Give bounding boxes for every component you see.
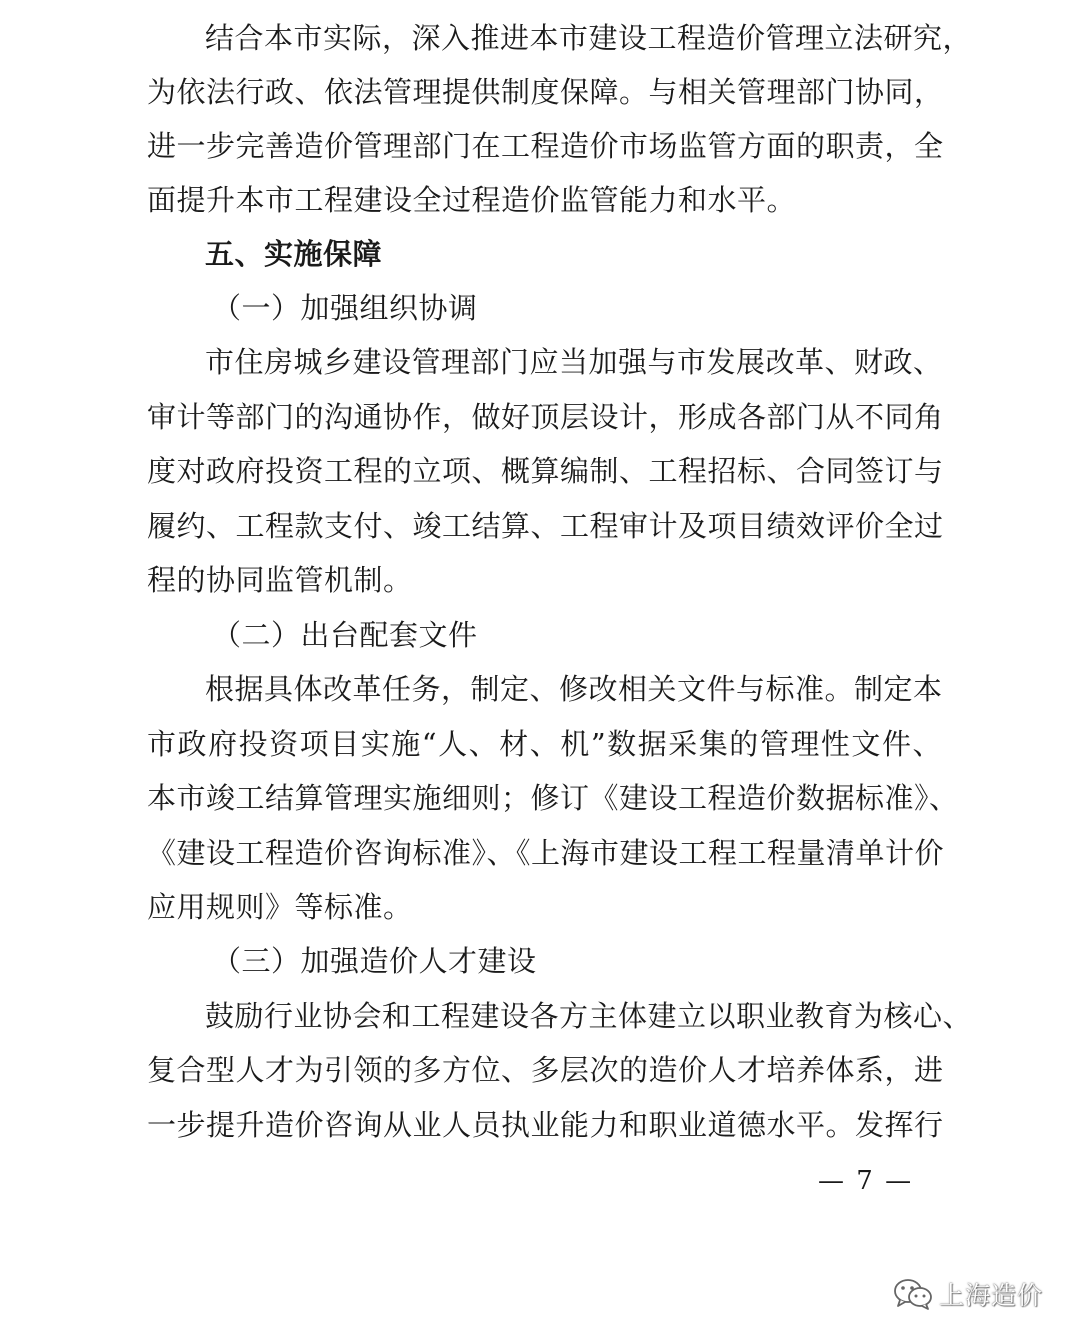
paragraph-line: 一步提升造价咨询从业人员执业能力和职业道德水平。发挥行 (147, 1108, 944, 1142)
wechat-icon (893, 1277, 933, 1311)
paragraph-line: 《建设工程造价咨询标准》、《上海市建设工程工程量清单计价 (147, 836, 945, 870)
paragraph-line: 市政府投资项目实施“人、材、机”数据采集的管理性文件、 (147, 727, 942, 761)
paragraph-line: 复合型人才为引领的多方位、多层次的造价人才培养体系，进 (147, 1053, 944, 1087)
paragraph-line: 履约、工程款支付、竣工结算、工程审计及项目绩效评价全过 (147, 509, 944, 543)
subsection-heading: （一）加强组织协调 (212, 291, 478, 325)
paragraph-line: 鼓励行业协会和工程建设各方主体建立以职业教育为核心、 (205, 999, 973, 1033)
paragraph-line: 程的协同监管机制。 (147, 563, 413, 597)
page-number: — 7 — (818, 1166, 914, 1196)
wechat-watermark (893, 1274, 1043, 1314)
paragraph-line: 市住房城乡建设管理部门应当加强与市发展改革、财政、 (205, 345, 943, 379)
paragraph-line: 应用规则》等标准。 (147, 890, 413, 924)
paragraph-line: 根据具体改革任务，制定、修改相关文件与标准。制定本 (205, 672, 943, 706)
watermark-text: 上海造价 (939, 1281, 1044, 1310)
paragraph-line: 面提升本市工程建设全过程造价监管能力和水平。 (147, 183, 797, 217)
paragraph-line: 结合本市实际，深入推进本市建设工程造价管理立法研究， (205, 21, 973, 55)
paragraph-line: 进一步完善造价管理部门在工程造价市场监管方面的职责，全 (147, 129, 944, 163)
subsection-heading: （三）加强造价人才建设 (212, 944, 537, 978)
paragraph-line: 本市竣工结算管理实施细则；修订《建设工程造价数据标准》、 (147, 781, 959, 815)
paragraph-line: 审计等部门的沟通协作，做好顶层设计，形成各部门从不同角 (147, 400, 944, 434)
section-heading: 五、实施保障 (205, 237, 383, 271)
paragraph-line: 度对政府投资工程的立项、概算编制、工程招标、合同签订与 (147, 454, 944, 488)
subsection-heading: （二）出台配套文件 (212, 618, 478, 652)
paragraph-line: 为依法行政、依法管理提供制度保障。与相关管理部门协同， (147, 75, 944, 109)
